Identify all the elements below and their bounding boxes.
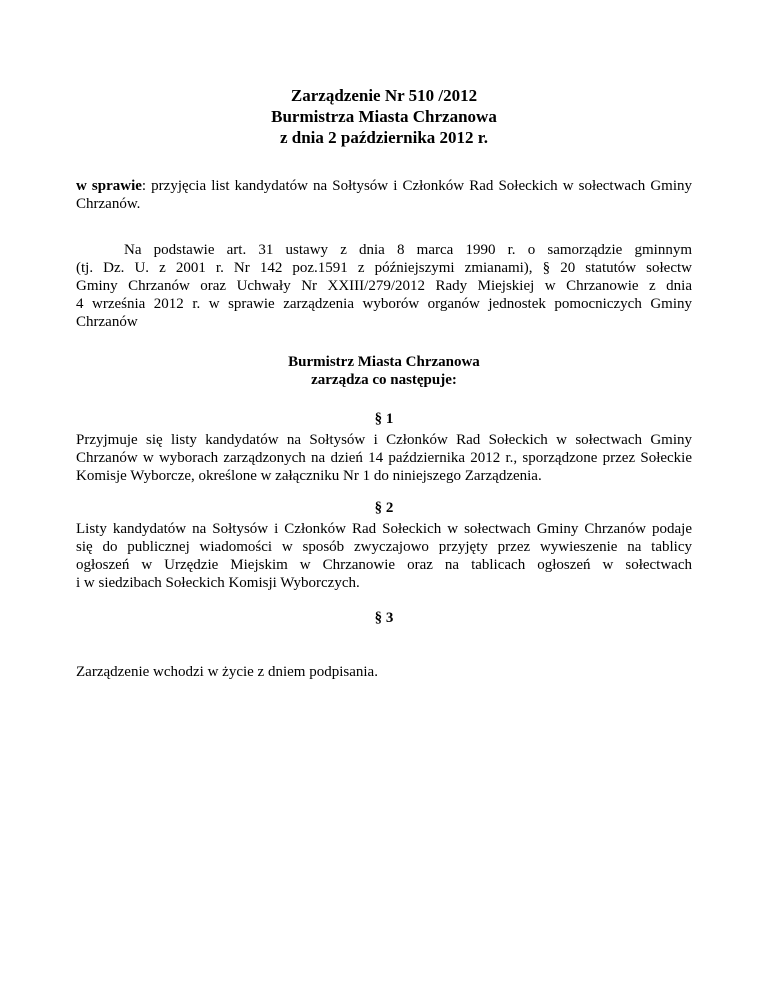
section-2-line: ogłoszeń w Urzędzie Miejskim w Chrzanowie oraz na tablicach ogłoszeń w sołectwach (76, 557, 692, 573)
legal-basis-line: (tj. Dz. U. z 2001 r. Nr 142 poz.1591 z późniejszymi zmianami), § 20 statutów sołectw (76, 260, 692, 276)
subject-text-line-1: : przyjęcia list kandydatów na Sołtysów i Członków Rad Sołeckich w sołectwach Gminy (141, 178, 692, 194)
document-title (0, 85, 768, 148)
subject-label: w sprawie (76, 178, 142, 194)
legal-basis-line: Gminy Chrzanów oraz Uchwały Nr XXIII/279/2012 Rady Miejskiej w Chrzanowie z dnia (76, 278, 692, 294)
section-2-symbol: § 2 (374, 500, 394, 516)
decree-heading-line-2: zarządza co następuje: (311, 372, 457, 388)
legal-basis-paragraph (76, 241, 692, 331)
section-1-line: Komisje Wyborcze, określone w załączniku Nr 1 do niniejszego Zarządzenia. (76, 468, 542, 484)
legal-basis-line: 4 września 2012 r. w sprawie zarządzenia wyborów organów jednostek pomocniczych Gminy (76, 296, 692, 312)
section-2-line: się do publicznej wiadomości w sposób zwyczajowo przyjęty przez wywieszenie na tablicy (76, 539, 692, 555)
section-1-line: Przyjmuje się listy kandydatów na Sołtysów i Członków Rad Sołeckich w sołectwach Gminy (76, 432, 692, 448)
subject-paragraph (76, 177, 692, 213)
title-line-date: z dnia 2 października 2012 r. (279, 128, 489, 147)
title-line-decree-number: Zarządzenie Nr 510 /2012 (290, 86, 478, 105)
section-3-paragraph: Zarządzenie wchodzi w życie z dniem podpisania. (76, 664, 378, 680)
section-1-line: Chrzanów w wyborach zarządzonych na dzień 14 października 2012 r., sporządzone przez Sołeckie (76, 450, 692, 466)
section-2-line: i w siedzibach Sołeckich Komisji Wyborczych. (76, 575, 360, 591)
legal-basis-line: Na podstawie art. 31 ustawy z dnia 8 marca 1990 r. o samorządzie gminnym (124, 242, 692, 258)
title-line-issuer: Burmistrza Miasta Chrzanowa (271, 107, 497, 126)
section-3-symbol: § 3 (374, 610, 394, 626)
section-2-paragraph (76, 520, 692, 592)
section-1-symbol: § 1 (374, 411, 394, 427)
decree-heading-line-1: Burmistrz Miasta Chrzanowa (288, 354, 480, 370)
subject-text-line-2: Chrzanów. (76, 196, 141, 212)
section-1-paragraph (76, 431, 692, 485)
section-2-line: Listy kandydatów na Sołtysów i Członków Rad Sołeckich w sołectwach Gminy Chrzanów podaje (76, 521, 692, 537)
decree-heading (0, 353, 768, 389)
legal-basis-line: Chrzanów (76, 314, 138, 330)
